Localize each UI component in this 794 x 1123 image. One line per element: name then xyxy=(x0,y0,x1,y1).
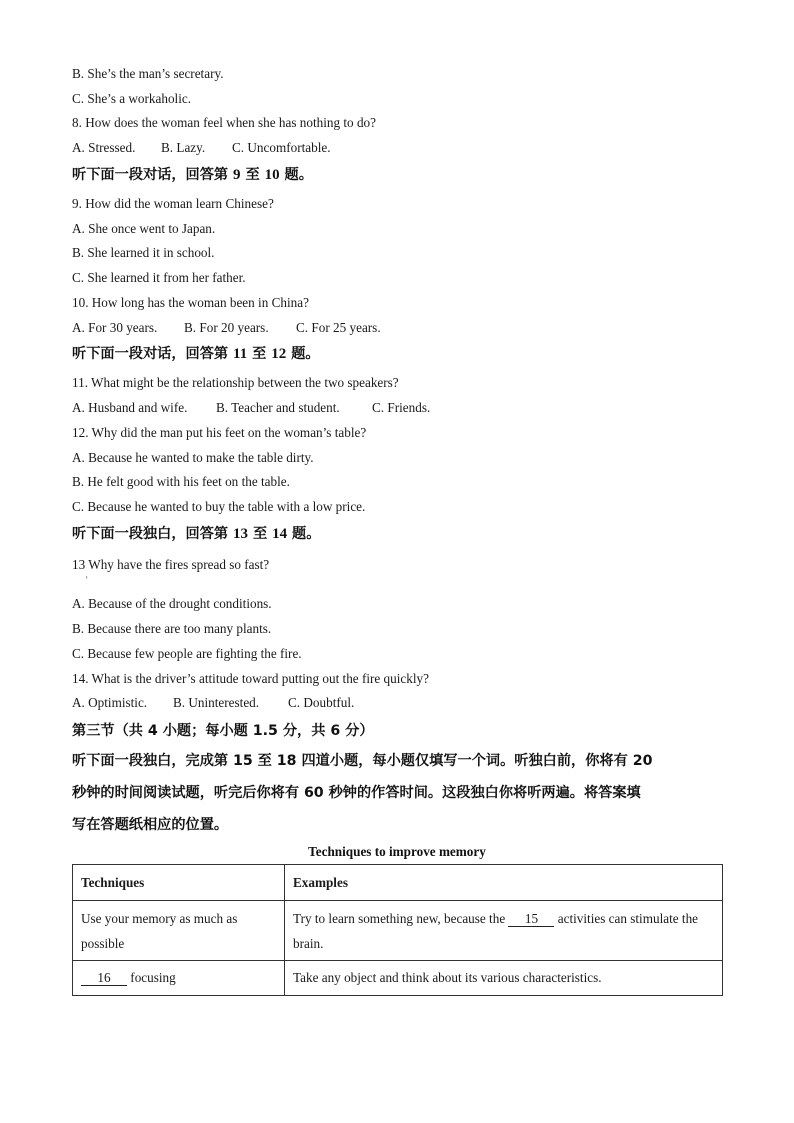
question-11: 11. What might be the relationship between the two speakers? xyxy=(72,375,399,390)
question-12-option-c: C. Because he wanted to buy the table with a low price. xyxy=(72,499,366,514)
section-3-instruction-line-2: 秒钟的时间阅读试题，听完后你将有 60 秒钟的作答时间。这段独白你将听两遍。将答案填 xyxy=(72,785,641,801)
question-10-option-a: A. For 30 years. xyxy=(72,320,158,335)
question-9: 9. How did the woman learn Chinese? xyxy=(72,196,274,211)
question-11-option-b: B. Teacher and student. xyxy=(216,400,340,415)
question-9-option-c: C. She learned it from her father. xyxy=(72,270,246,285)
stray-mark: ' xyxy=(86,575,88,585)
question-8-option-a: A. Stressed. xyxy=(72,140,136,155)
question-11-option-c: C. Friends. xyxy=(372,400,431,415)
question-8-options xyxy=(72,140,331,156)
question-14-option-a: A. Optimistic. xyxy=(72,695,148,710)
question-10-option-c: C. For 25 years. xyxy=(296,320,381,335)
example-cell: Take any object and think about its various characteristics. xyxy=(285,961,723,996)
section-3-instruction-line-1: 听下面一段独白，完成第 15 至 18 四道小题，每小题仅填写一个词。听独白前，你将有 20 xyxy=(72,753,653,769)
question-10-option-b: B. For 20 years. xyxy=(184,320,269,335)
question-10-options xyxy=(72,320,381,336)
section-heading-9-10: 听下面一段对话，回答第 9 至 10 题。 xyxy=(72,167,313,183)
table-header-row xyxy=(73,865,723,901)
section-3-title: 第三节（共 4 小题；每小题 1.5 分，共 6 分） xyxy=(72,723,374,739)
question-13-option-a: A. Because of the drought conditions. xyxy=(72,596,272,611)
question-8-option-c: C. Uncomfortable. xyxy=(232,140,331,155)
question-7-option-c: C. She’s a workaholic. xyxy=(72,91,192,106)
question-14: 14. What is the driver’s attitude toward putting out the fire quickly? xyxy=(72,671,429,686)
question-13-option-c: C. Because few people are fighting the fire. xyxy=(72,646,302,661)
section-3-instruction-line-3: 写在答题纸相应的位置。 xyxy=(72,817,229,833)
question-14-option-b: B. Uninterested. xyxy=(173,695,260,710)
question-14-option-c: C. Doubtful. xyxy=(288,695,355,710)
question-12: 12. Why did the man put his feet on the woman’s table? xyxy=(72,425,367,440)
table-row xyxy=(73,901,723,961)
section-heading-11-12: 听下面一段对话，回答第 11 至 12 题。 xyxy=(72,346,320,362)
question-9-option-b: B. She learned it in school. xyxy=(72,245,215,260)
question-11-option-a: A. Husband and wife. xyxy=(72,400,188,415)
question-7-option-b: B. She’s the man’s secretary. xyxy=(72,66,224,81)
answer-blank-16: 16 xyxy=(81,971,127,986)
header-techniques: Techniques xyxy=(73,865,285,901)
question-14-options xyxy=(72,695,354,711)
question-10: 10. How long has the woman been in China? xyxy=(72,295,309,310)
question-12-option-b: B. He felt good with his feet on the table. xyxy=(72,474,290,489)
answer-blank-15: 15 xyxy=(508,912,554,927)
question-8: 8. How does the woman feel when she has nothing to do? xyxy=(72,115,376,130)
section-heading-13-14: 听下面一段独白，回答第 13 至 14 题。 xyxy=(72,526,321,542)
question-11-options xyxy=(72,400,430,416)
question-9-option-a: A. She once went to Japan. xyxy=(72,221,216,236)
technique-cell: 16 focusing xyxy=(73,961,285,996)
technique-cell: Use your memory as much as possible xyxy=(73,901,285,961)
table-row xyxy=(73,961,723,996)
example-cell: Try to learn something new, because the 15 activities can stimulate the brain. xyxy=(285,901,723,961)
question-12-option-a: A. Because he wanted to make the table dirty. xyxy=(72,450,314,465)
table-caption: Techniques to improve memory xyxy=(308,844,486,859)
question-13-option-b: B. Because there are too many plants. xyxy=(72,621,272,636)
question-13: 13 Why have the fires spread so fast? xyxy=(72,557,270,572)
memory-techniques-table xyxy=(72,864,723,996)
question-8-option-b: B. Lazy. xyxy=(161,140,206,155)
header-examples: Examples xyxy=(285,865,723,901)
